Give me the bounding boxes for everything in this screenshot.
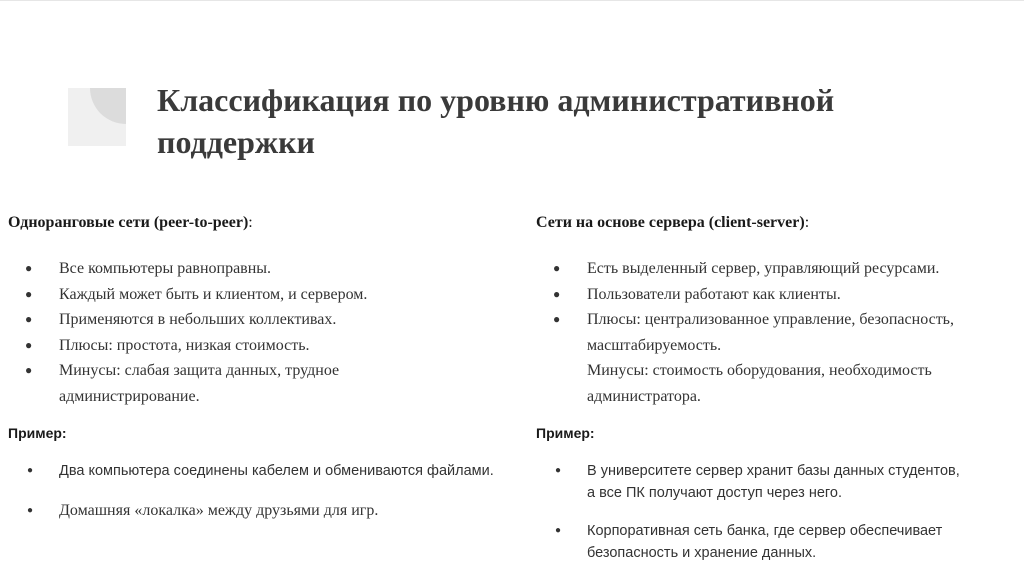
client-server-column [536,212,1018,564]
list-item: ● Домашняя «локалка» между друзьями для игр. [8,500,528,522]
list-item-continuation: Минусы: стоимость оборудования, необходимость администратора. [587,362,932,405]
bullet-icon: ● [553,286,561,301]
bullet-icon: ● [555,525,562,536]
bullet-icon: ● [555,465,562,476]
top-divider [0,0,1024,1]
right-heading-bold: Сети на основе сервера (client-server) [536,214,805,231]
bullet-icon: ● [27,505,34,516]
list-item: ● Плюсы: централизованное управление, безопасность, масштабируемость. [536,307,1018,358]
left-heading [8,212,528,234]
list-item: ● Все компьютеры равноправны. [8,256,528,282]
list-item: ● Два компьютера соединены кабелем и обмениваются файлами. [8,460,528,482]
list-item: ● В университете сервер хранит базы данных студентов, а все ПК получают доступ через него. [536,460,966,504]
list-item: ● Каждый может быть и клиентом, и сервером. [8,282,528,308]
bullet-icon: ● [25,286,33,301]
bullet-icon: ● [25,312,33,326]
bullet-icon: ● [25,337,33,352]
left-example-list [8,460,528,522]
right-example-list [536,460,966,564]
list-item: ● Пользователи работают как клиенты. [536,282,1018,308]
slide-title: Классификация по уровню административной поддержки [157,82,835,160]
list-item: ● Минусы: слабая защита данных, трудное администрирование. [8,358,389,409]
list-item: ● Плюсы: простота, низкая стоимость. [8,333,528,359]
left-heading-bold: Одноранговые сети (peer-to-peer) [8,214,249,231]
right-heading-suffix: : [804,214,810,231]
peer-to-peer-column [8,212,528,522]
list-item: ● Применяются в небольших коллективах. [8,307,528,333]
left-example-label: Пример: [8,425,67,441]
bullet-icon: ● [25,363,33,377]
right-bullet-list [536,256,1018,409]
decorative-shape [68,88,126,146]
bullet-icon: ● [553,312,561,326]
left-heading-suffix: : [248,214,253,231]
bullet-icon: ● [27,465,34,476]
bullet-icon: ● [553,261,561,275]
right-heading [536,212,1018,234]
list-item: ● Корпоративная сеть банка, где сервер обеспечивает безопасность и хранение данных. [536,520,966,564]
right-example-label: Пример: [536,425,595,441]
list-item: ● Есть выделенный сервер, управляющий ресурсами. [536,256,1018,282]
left-bullet-list [8,256,528,409]
bullet-icon: ● [25,261,33,275]
